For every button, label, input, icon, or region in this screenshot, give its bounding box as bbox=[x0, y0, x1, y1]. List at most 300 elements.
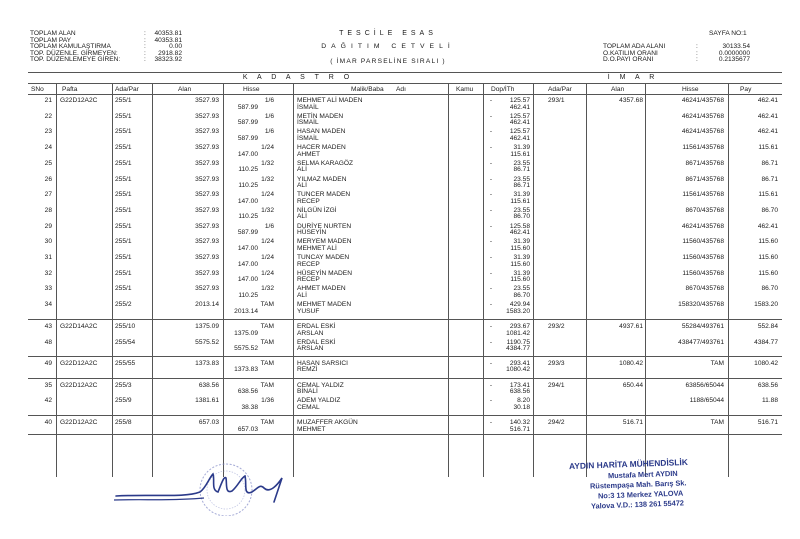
cell-imar-alan: 650.44 bbox=[622, 381, 643, 389]
cell-sno: 30 bbox=[44, 238, 52, 246]
cell-kamu: - bbox=[489, 323, 493, 331]
cell-pay: 11.88 bbox=[761, 397, 778, 405]
cell-dop-net: 462.41 bbox=[509, 103, 530, 111]
cell-sno: 21 bbox=[44, 97, 52, 104]
cell-dop: 125.57 bbox=[509, 128, 530, 136]
cell-baba: REMZİ bbox=[297, 366, 318, 373]
ada-info-value: 0.0000000 bbox=[718, 49, 750, 57]
cell-ada-par: 255/10 bbox=[115, 323, 136, 331]
cell-alan: 1375.09 bbox=[195, 323, 219, 331]
cell-sno: 27 bbox=[44, 191, 52, 199]
cell-ada-par: 255/1 bbox=[115, 254, 132, 261]
cell-dop-net: 86.70 bbox=[513, 291, 530, 299]
cell-pay: 1583.20 bbox=[754, 301, 778, 309]
cell-dop: 429.94 bbox=[509, 301, 530, 309]
cell-baba: ARSLAN bbox=[297, 345, 324, 353]
cell-ada-par: 255/1 bbox=[115, 128, 132, 136]
cell-baba: ALİ bbox=[297, 182, 307, 189]
cell-malik: CEMAL YALDIZ bbox=[297, 381, 344, 389]
cell-dop: 31.39 bbox=[513, 238, 530, 246]
cell-sno: 31 bbox=[44, 254, 52, 261]
cell-malik: MEHMET MADEN bbox=[297, 301, 352, 309]
cell-hisse-area: 5575.52 bbox=[234, 345, 258, 353]
cell-alan: 3527.93 bbox=[195, 222, 219, 230]
cell-sno: 42 bbox=[44, 397, 52, 405]
cell-hisse: TAM bbox=[260, 338, 274, 346]
cell-malik: HACER MADEN bbox=[297, 144, 346, 152]
ada-info-colon: : bbox=[696, 43, 698, 50]
ada-info-value: 0.2135677 bbox=[718, 56, 750, 64]
cell-ada-par: 255/1 bbox=[115, 222, 132, 230]
cell-imar-hisse: 158320/435768 bbox=[678, 301, 724, 309]
cell-malik: MERYEM MADEN bbox=[297, 238, 352, 246]
title-line-3: ( İMAR PARSELİNE SIRALI ) bbox=[330, 58, 446, 65]
cell-dop: 125.57 bbox=[509, 112, 530, 120]
cell-hisse: 1/24 bbox=[261, 144, 274, 152]
cell-malik: MUZAFFER AKGÜN bbox=[297, 419, 358, 427]
cell-malik: HASAN MADEN bbox=[297, 128, 346, 136]
cell-sno: 24 bbox=[44, 144, 52, 152]
cell-dop-net: 86.71 bbox=[513, 182, 530, 189]
column-header-imar-ada-par: Ada/Par bbox=[548, 86, 572, 93]
cell-ada-par: 255/1 bbox=[115, 144, 132, 152]
page-number: SAYFA NO:1 bbox=[709, 30, 747, 37]
group-rule bbox=[28, 378, 782, 379]
total-label: TOP. DÜZENLE. GİRMEYEN: bbox=[30, 49, 118, 57]
cell-baba: ARSLAN bbox=[297, 329, 324, 337]
column-header-imar-hisse: Hisse bbox=[682, 86, 699, 93]
cell-malik: TUNCER MADEN bbox=[297, 191, 351, 199]
cell-hisse-area: 110.25 bbox=[238, 213, 258, 221]
cell-imar-hisse: 11560/435768 bbox=[682, 269, 724, 277]
cell-imar-hisse: 438477/493761 bbox=[678, 338, 724, 346]
cell-dop-net: 86.71 bbox=[513, 166, 530, 174]
column-rule bbox=[112, 83, 113, 477]
cell-ada-par: 255/1 bbox=[115, 206, 132, 214]
cell-sno: 23 bbox=[44, 128, 52, 136]
cell-hisse-area: 38.38 bbox=[241, 403, 258, 411]
cell-pay: 86.70 bbox=[761, 285, 778, 293]
cell-imar-ada-par: 293/3 bbox=[548, 359, 565, 367]
cell-imar-hisse: 11560/435768 bbox=[682, 238, 724, 246]
cell-hisse: 1/6 bbox=[264, 112, 274, 120]
cell-hisse: 1/32 bbox=[261, 159, 274, 167]
cell-imar-hisse: TAM bbox=[710, 419, 724, 427]
cell-kamu: - bbox=[489, 285, 493, 293]
column-header-hisse: Hisse bbox=[243, 86, 260, 93]
cell-kamu: - bbox=[489, 338, 493, 346]
cell-hisse-area: 147.00 bbox=[237, 150, 258, 158]
cell-imar-alan: 4937.61 bbox=[619, 323, 643, 331]
total-colon: : bbox=[144, 56, 146, 64]
company-stamp-address-1: Rüstempaşa Mah. Barış Sk. bbox=[589, 478, 687, 491]
column-header-pafta: Pafta bbox=[62, 86, 78, 93]
cell-hisse: 1/6 bbox=[264, 222, 274, 230]
ada-info-label: TOPLAM ADA ALANI bbox=[603, 43, 666, 50]
cell-baba: MEHMET bbox=[297, 425, 326, 433]
cell-sno: 48 bbox=[44, 338, 52, 346]
cell-alan: 3527.93 bbox=[195, 112, 219, 120]
cell-baba: RECEP bbox=[297, 260, 320, 268]
cell-imar-alan: 4357.68 bbox=[619, 97, 643, 104]
cell-malik: ERDAL ESKİ bbox=[297, 338, 336, 346]
cell-dop: 23.55 bbox=[513, 206, 530, 214]
column-header-ada-par: Ada/Par bbox=[115, 86, 139, 93]
cell-imar-hisse: 63856/65044 bbox=[685, 381, 724, 389]
cell-pafta: G22D12A2C bbox=[60, 359, 98, 367]
cell-sno: 32 bbox=[44, 269, 52, 277]
cell-kamu: - bbox=[489, 159, 493, 167]
cell-dop-net: 115.60 bbox=[510, 260, 530, 268]
cell-baba: HÜSEYİN bbox=[297, 229, 327, 237]
cell-kamu: - bbox=[489, 269, 493, 277]
ada-info-colon: : bbox=[696, 49, 698, 57]
cell-pay: 462.41 bbox=[757, 97, 778, 104]
cell-hisse: 1/32 bbox=[261, 175, 274, 183]
total-value: 0.00 bbox=[169, 43, 182, 51]
cell-imar-alan: 1080.42 bbox=[619, 359, 643, 367]
cell-pay: 86.71 bbox=[761, 159, 778, 167]
ada-info-label: D.O.PAYI ORANI bbox=[603, 56, 654, 64]
total-value: 40353.81 bbox=[154, 30, 182, 37]
cell-sno: 35 bbox=[44, 381, 52, 389]
cell-malik: NİLGÜN İZGİ bbox=[297, 206, 337, 214]
cell-dop-net: 462.41 bbox=[509, 229, 530, 237]
column-rule bbox=[586, 83, 587, 477]
cell-kamu: - bbox=[489, 206, 493, 214]
cell-ada-par: 255/1 bbox=[115, 175, 132, 183]
column-header-alan: Alan bbox=[178, 86, 192, 93]
column-rule bbox=[152, 83, 153, 477]
cell-baba: BİNALİ bbox=[297, 388, 318, 395]
cell-alan: 657.03 bbox=[198, 419, 219, 427]
cell-alan: 3527.93 bbox=[195, 269, 219, 277]
cell-baba: AHMET bbox=[297, 150, 321, 158]
group-rule bbox=[28, 415, 782, 416]
cell-dop-net: 30.18 bbox=[513, 403, 530, 411]
total-label: TOP. DÜZENLEMEYE GİREN: bbox=[30, 56, 121, 64]
cell-imar-ada-par: 294/1 bbox=[548, 381, 565, 389]
cell-dop-net: 638.56 bbox=[509, 388, 530, 395]
cell-malik: HÜSEYİN MADEN bbox=[297, 269, 352, 277]
total-value: 40353.81 bbox=[154, 36, 182, 44]
cell-imar-hisse: 8670/435768 bbox=[685, 206, 724, 214]
cell-alan: 3527.93 bbox=[195, 254, 219, 261]
cell-malik: ADEM YALDIZ bbox=[297, 397, 341, 405]
cell-hisse-area: 2013.14 bbox=[234, 307, 258, 315]
cell-hisse-area: 587.99 bbox=[237, 119, 258, 127]
cell-hisse-area: 147.00 bbox=[237, 197, 258, 205]
cell-alan: 2013.14 bbox=[195, 301, 219, 309]
cell-baba: MEHMET ALİ bbox=[297, 244, 337, 252]
cell-baba: İSMAİL bbox=[297, 134, 319, 142]
cell-alan: 3527.93 bbox=[195, 97, 219, 104]
signature-seal bbox=[114, 454, 304, 516]
cell-alan: 3527.93 bbox=[195, 144, 219, 152]
rule-colhead-bottom bbox=[28, 94, 782, 95]
total-colon: : bbox=[144, 30, 146, 37]
cell-kamu: - bbox=[489, 359, 493, 367]
cell-hisse: 1/24 bbox=[261, 254, 274, 261]
cell-imar-hisse: 1188/65044 bbox=[689, 397, 724, 405]
company-stamp-address-2: No:3 13 Merkez YALOVA bbox=[597, 488, 684, 501]
rule-bottom bbox=[28, 434, 782, 435]
rule-top bbox=[28, 72, 782, 73]
total-label: TOPLAM KAMULAŞTIRMA bbox=[30, 43, 111, 51]
cell-hisse-area: 1373.83 bbox=[234, 366, 258, 373]
title-line-2: DAĞITIM CETVELİ bbox=[321, 43, 455, 50]
column-rule bbox=[56, 83, 57, 477]
cell-imar-hisse: 46241/435768 bbox=[681, 112, 724, 120]
company-stamp-name: Mustafa Mert AYDIN bbox=[607, 468, 678, 481]
cell-dop-net: 462.41 bbox=[509, 119, 530, 127]
cell-sno: 34 bbox=[44, 301, 52, 309]
cell-dop-net: 115.60 bbox=[510, 276, 530, 284]
cell-hisse-area: 1375.09 bbox=[234, 329, 258, 337]
cell-imar-hisse: 46241/435768 bbox=[681, 128, 724, 136]
cell-kamu: - bbox=[489, 144, 493, 152]
cell-dop: 31.39 bbox=[513, 269, 530, 277]
cell-imar-ada-par: 293/1 bbox=[548, 97, 565, 104]
cell-ada-par: 255/8 bbox=[115, 419, 132, 427]
column-header-sno: SNo bbox=[31, 86, 44, 93]
cell-kamu: - bbox=[489, 97, 493, 104]
ada-info-colon: : bbox=[696, 56, 698, 64]
total-colon: : bbox=[144, 49, 146, 57]
cell-hisse: TAM bbox=[260, 301, 274, 309]
cell-sno: 26 bbox=[44, 175, 52, 183]
cell-imar-hisse: 55284/493761 bbox=[681, 323, 724, 331]
cell-pay: 115.61 bbox=[758, 144, 778, 152]
cell-dop: 23.55 bbox=[513, 285, 530, 293]
column-header-pay: Pay bbox=[740, 86, 752, 93]
cell-kamu: - bbox=[489, 112, 493, 120]
cell-kamu: - bbox=[489, 175, 493, 183]
cell-malik: METİN MADEN bbox=[297, 112, 344, 120]
column-header-imar-alan: Alan bbox=[611, 86, 625, 93]
cell-alan: 3527.93 bbox=[195, 285, 219, 293]
cell-pay: 1080.42 bbox=[754, 359, 778, 367]
cell-kamu: - bbox=[489, 254, 493, 261]
cell-baba: İSMAİL bbox=[297, 103, 319, 111]
cell-alan: 3527.93 bbox=[195, 175, 219, 183]
total-value: 38323.92 bbox=[154, 56, 182, 64]
cell-ada-par: 255/9 bbox=[115, 397, 132, 405]
cell-hisse: 1/6 bbox=[264, 128, 274, 136]
cell-sno: 49 bbox=[44, 359, 52, 367]
cell-baba: RECEP bbox=[297, 197, 320, 205]
cell-pay: 552.84 bbox=[757, 323, 778, 331]
cell-hisse: 1/32 bbox=[261, 206, 274, 214]
cell-imar-ada-par: 294/2 bbox=[548, 419, 565, 427]
cell-hisse-area: 110.25 bbox=[238, 182, 258, 189]
cell-pafta: G22D12A2C bbox=[60, 381, 98, 389]
cell-imar-hisse: 8671/435768 bbox=[685, 159, 724, 167]
cell-pay: 462.41 bbox=[757, 222, 778, 230]
column-header-dop: Dop/İTh bbox=[491, 86, 515, 93]
cell-sno: 33 bbox=[44, 285, 52, 293]
cell-hisse: TAM bbox=[260, 419, 274, 427]
kadastro-heading: K A D A S T R O bbox=[242, 74, 354, 81]
cell-ada-par: 255/1 bbox=[115, 191, 132, 199]
column-rule bbox=[293, 83, 294, 477]
cell-imar-hisse: 8670/435768 bbox=[685, 285, 724, 293]
cell-dop: 1190.75 bbox=[506, 338, 530, 346]
cell-pay: 115.60 bbox=[758, 238, 778, 246]
imar-heading: İ M A R bbox=[607, 74, 659, 81]
cell-hisse: 1/24 bbox=[261, 238, 274, 246]
total-label: TOPLAM PAY bbox=[30, 36, 72, 44]
cell-pafta: G22D12A2C bbox=[60, 97, 98, 104]
cell-baba: İSMAİL bbox=[297, 119, 319, 127]
cell-dop: 31.39 bbox=[513, 144, 530, 152]
cell-sno: 43 bbox=[44, 323, 52, 331]
cell-alan: 3527.93 bbox=[195, 159, 219, 167]
cell-hisse-area: 638.56 bbox=[237, 388, 258, 395]
ada-info-label: O.KATILIM ORANI bbox=[603, 49, 658, 57]
cell-dop-net: 115.61 bbox=[510, 197, 530, 205]
cell-alan: 1373.83 bbox=[195, 359, 219, 367]
cell-dop: 31.39 bbox=[513, 254, 530, 261]
cell-ada-par: 255/3 bbox=[115, 381, 132, 389]
column-rule bbox=[533, 83, 534, 477]
cell-pafta: G22D14A2C bbox=[60, 323, 98, 331]
group-rule bbox=[28, 319, 782, 320]
column-rule bbox=[645, 83, 646, 477]
total-value: 2918.82 bbox=[158, 49, 182, 57]
cell-imar-hisse: 46241/435768 bbox=[681, 97, 724, 104]
cell-dop: 293.67 bbox=[509, 323, 530, 331]
cell-dop: 125.58 bbox=[509, 222, 530, 230]
ada-info-value: 30133.54 bbox=[722, 43, 750, 50]
cell-hisse: 1/36 bbox=[261, 397, 274, 405]
cell-pay: 516.71 bbox=[757, 419, 778, 427]
cell-alan: 1381.61 bbox=[195, 397, 219, 405]
cell-pay: 462.41 bbox=[757, 112, 778, 120]
cell-malik: SELMA KARAGÖZ bbox=[297, 159, 354, 167]
cell-imar-hisse: 11561/435768 bbox=[682, 144, 724, 152]
cell-pay: 638.56 bbox=[757, 381, 778, 389]
column-rule bbox=[728, 83, 729, 477]
cell-dop-net: 1080.42 bbox=[506, 366, 530, 373]
cell-hisse-area: 587.99 bbox=[237, 134, 258, 142]
title-line-1: TESCİLE ESAS bbox=[339, 30, 437, 37]
cell-ada-par: 255/55 bbox=[115, 359, 136, 367]
cell-pay: 115.60 bbox=[758, 254, 778, 261]
cell-malik: DURİYE NURTEN bbox=[297, 222, 352, 230]
cell-kamu: - bbox=[489, 397, 493, 405]
cell-pafta: G22D12A2C bbox=[60, 419, 98, 427]
cell-pay: 86.71 bbox=[761, 175, 778, 183]
cell-kamu: - bbox=[489, 191, 493, 199]
cell-dop-net: 462.41 bbox=[509, 134, 530, 142]
document-sheet bbox=[28, 28, 782, 510]
cell-hisse: 1/24 bbox=[261, 191, 274, 199]
cell-imar-hisse: 46241/435768 bbox=[681, 222, 724, 230]
cell-pay: 4384.77 bbox=[754, 338, 778, 346]
cell-baba: RECEP bbox=[297, 276, 320, 284]
cell-dop: 31.39 bbox=[513, 191, 530, 199]
cell-dop-net: 115.60 bbox=[510, 244, 530, 252]
rule-colhead-top bbox=[28, 83, 782, 84]
cell-imar-hisse: 11560/435768 bbox=[682, 254, 724, 261]
cell-ada-par: 255/1 bbox=[115, 159, 132, 167]
cell-dop-net: 4384.77 bbox=[506, 345, 530, 353]
cell-hisse-area: 657.03 bbox=[237, 425, 258, 433]
cell-malik: ERDAL ESKİ bbox=[297, 323, 336, 331]
cell-baba: ALİ bbox=[297, 213, 307, 221]
cell-hisse: 1/24 bbox=[261, 269, 274, 277]
cell-baba: CEMAL bbox=[297, 403, 320, 411]
cell-sno: 40 bbox=[44, 419, 52, 427]
column-header-malik: Malik/Baba bbox=[351, 86, 384, 93]
cell-hisse-area: 110.25 bbox=[238, 291, 258, 299]
cell-baba: ALİ bbox=[297, 291, 307, 299]
total-label: TOPLAM ALAN bbox=[30, 30, 76, 37]
cell-sno: 25 bbox=[44, 159, 52, 167]
cell-pay: 115.60 bbox=[758, 269, 778, 277]
cell-alan: 5575.52 bbox=[195, 338, 219, 346]
cell-kamu: - bbox=[489, 222, 493, 230]
cell-hisse: TAM bbox=[260, 381, 274, 389]
cell-hisse-area: 147.00 bbox=[237, 276, 258, 284]
cell-dop-net: 115.61 bbox=[510, 150, 530, 158]
cell-imar-hisse: 11561/435768 bbox=[682, 191, 724, 199]
total-colon: : bbox=[144, 36, 146, 44]
cell-imar-ada-par: 293/2 bbox=[548, 323, 565, 331]
cell-ada-par: 255/1 bbox=[115, 112, 132, 120]
cell-hisse: TAM bbox=[260, 323, 274, 331]
cell-pay: 86.70 bbox=[761, 206, 778, 214]
cell-kamu: - bbox=[489, 381, 493, 389]
cell-dop: 173.41 bbox=[509, 381, 530, 389]
cell-dop: 23.55 bbox=[513, 175, 530, 183]
cell-sno: 22 bbox=[44, 112, 52, 120]
cell-alan: 3527.93 bbox=[195, 128, 219, 136]
cell-ada-par: 255/54 bbox=[115, 338, 136, 346]
cell-ada-par: 255/2 bbox=[115, 301, 132, 309]
cell-dop: 8.20 bbox=[517, 397, 530, 405]
column-header-kamu: Kamu bbox=[456, 86, 474, 93]
cell-malik: TUNCAY MADEN bbox=[297, 254, 350, 261]
cell-malik: YILMAZ MADEN bbox=[297, 175, 347, 183]
cell-hisse-area: 587.99 bbox=[237, 103, 258, 111]
column-header-adi: Adı bbox=[396, 86, 406, 93]
cell-baba: ALİ bbox=[297, 166, 307, 174]
cell-alan: 3527.93 bbox=[195, 191, 219, 199]
group-rule bbox=[28, 356, 782, 357]
cell-dop-net: 86.70 bbox=[513, 213, 530, 221]
cell-imar-hisse: TAM bbox=[710, 359, 724, 367]
cell-hisse-area: 110.25 bbox=[238, 166, 258, 174]
cell-pay: 462.41 bbox=[757, 128, 778, 136]
cell-dop-net: 1081.42 bbox=[506, 329, 530, 337]
cell-hisse-area: 587.99 bbox=[237, 229, 258, 237]
cell-sno: 29 bbox=[44, 222, 52, 230]
cell-dop: 293.41 bbox=[509, 359, 530, 367]
cell-malik: AHMET MADEN bbox=[297, 285, 346, 293]
cell-ada-par: 255/1 bbox=[115, 285, 132, 293]
cell-dop-net: 1583.20 bbox=[506, 307, 530, 315]
total-colon: : bbox=[144, 43, 146, 51]
cell-kamu: - bbox=[489, 419, 493, 427]
cell-imar-alan: 516.71 bbox=[622, 419, 643, 427]
company-stamp-title: AYDIN HARİTA MÜHENDİSLİK bbox=[568, 456, 688, 472]
cell-kamu: - bbox=[489, 128, 493, 136]
cell-alan: 3527.93 bbox=[195, 238, 219, 246]
cell-dop-net: 516.71 bbox=[509, 425, 530, 433]
company-stamp-tax: Yalova V.D.: 138 261 55472 bbox=[590, 498, 685, 511]
